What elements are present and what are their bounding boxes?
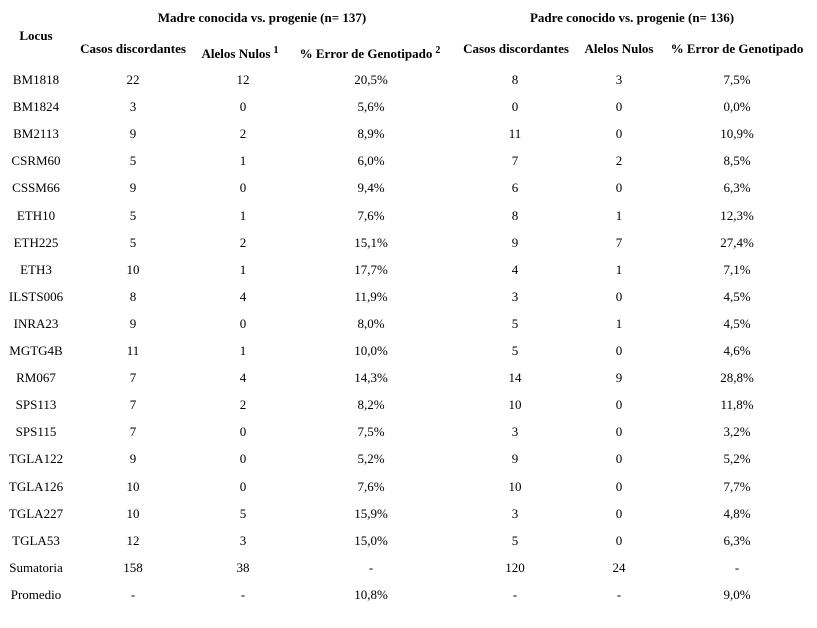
cell-father-error: 7,7%	[723, 478, 751, 494]
cell-father-casos: 9	[511, 234, 519, 250]
cell-mother-casos: 12	[126, 532, 140, 548]
cell-father-casos: 4	[511, 261, 519, 277]
cell-father-nulos: 1	[615, 315, 623, 331]
header-locus: Locus	[19, 28, 53, 43]
cell-father-casos: 9	[511, 451, 519, 467]
cell-father-nulos: 0	[615, 397, 623, 413]
cell-father-nulos: 7	[615, 234, 623, 250]
cell-mother-nulos: 2	[239, 126, 247, 142]
cell-locus: ILSTS006	[8, 288, 64, 304]
cell-mother-error: 9,4%	[357, 180, 385, 196]
cell-mother-error: 11,9%	[354, 288, 388, 304]
cell-mother-casos: 11	[126, 343, 140, 358]
cell-father-error: 6,3%	[723, 180, 751, 196]
cell-mother-casos: 3	[129, 99, 137, 115]
cell-father-nulos: 24	[612, 559, 626, 575]
cell-mother-error: 8,2%	[357, 397, 385, 413]
cell-mother-nulos: -	[240, 586, 246, 602]
cell-mother-casos: 7	[129, 397, 137, 413]
cell-locus: SPS113	[15, 397, 57, 413]
cell-mother-error: 10,8%	[354, 586, 388, 602]
cell-mother-error: -	[368, 559, 374, 575]
cell-locus: INRA23	[13, 315, 59, 331]
cell-father-casos: 6	[511, 180, 519, 196]
cell-father-nulos: 0	[615, 99, 623, 115]
cell-father-error: 10,9%	[720, 126, 754, 142]
cell-mother-nulos: 4	[239, 288, 247, 304]
cell-father-nulos: 9	[615, 370, 623, 386]
cell-mother-nulos: 2	[239, 234, 247, 250]
cell-mother-error: 15,1%	[354, 234, 388, 250]
cell-father-nulos: -	[616, 586, 622, 602]
header-mother-error: % Error de Genotipado $^2$	[299, 45, 441, 61]
cell-father-error: 27,4%	[720, 234, 754, 250]
cell-mother-error: 10,0%	[354, 343, 388, 358]
cell-mother-casos: 158	[123, 559, 143, 575]
header-mother-casos: Casos discordantes	[80, 41, 186, 56]
cell-father-error: 4,5%	[723, 288, 751, 304]
cell-father-error: 11,8%	[720, 397, 754, 413]
cell-mother-error: 7,6%	[357, 207, 385, 223]
cell-father-nulos: 1	[615, 207, 623, 223]
cell-locus: ETH3	[20, 261, 52, 277]
cell-locus: TGLA122	[8, 451, 64, 467]
cell-locus: BM1824	[12, 99, 60, 115]
cell-mother-nulos: 12	[236, 72, 250, 87]
cell-mother-nulos: 0	[239, 315, 247, 331]
cell-father-error: 6,3%	[723, 532, 751, 548]
header-father-casos: Casos discordantes	[463, 41, 569, 56]
cell-mother-nulos: 0	[239, 424, 247, 440]
cell-mother-casos: 9	[129, 315, 137, 331]
cell-locus: CSRM60	[11, 153, 61, 169]
cell-mother-error: 20,5%	[354, 72, 388, 87]
cell-mother-error: 8,0%	[357, 315, 385, 331]
cell-father-casos: 3	[511, 424, 519, 440]
cell-mother-error: 8,9%	[357, 126, 385, 142]
cell-mother-casos: 7	[129, 424, 137, 440]
cell-mother-error: 14,3%	[354, 370, 388, 386]
header-father-error: % Error de Genotipado	[670, 41, 804, 56]
header-group-father: Padre conocido vs. progenie (n= 136)	[529, 10, 735, 25]
cell-father-error: 12,3%	[720, 207, 754, 223]
cell-locus: Promedio	[10, 586, 62, 602]
cell-father-nulos: 0	[615, 532, 623, 548]
cell-mother-casos: -	[130, 586, 136, 602]
cell-mother-error: 15,9%	[354, 505, 388, 521]
cell-father-error: 9,0%	[723, 586, 751, 602]
cell-locus: ETH10	[16, 207, 56, 223]
cell-mother-nulos: 3	[239, 532, 247, 548]
cell-father-casos: 11	[508, 126, 522, 142]
cell-mother-nulos: 0	[239, 451, 247, 467]
cell-father-casos: 0	[511, 99, 519, 115]
header-group-mother: Madre conocida vs. progenie (n= 137)	[157, 10, 367, 25]
cell-father-error: 5,2%	[723, 451, 751, 467]
header-mother-nulos: Alelos Nulos $^1$	[201, 45, 279, 61]
cell-father-nulos: 0	[615, 343, 623, 358]
cell-mother-nulos: 1	[239, 207, 247, 223]
cell-father-nulos: 0	[615, 451, 623, 467]
cell-father-error: 28,8%	[720, 370, 754, 386]
header-father-nulos: Alelos Nulos	[584, 41, 654, 56]
cell-mother-error: 15,0%	[354, 532, 388, 548]
cell-mother-nulos: 0	[239, 99, 247, 115]
cell-father-casos: 120	[505, 559, 525, 575]
cell-father-casos: 3	[511, 288, 519, 304]
cell-mother-nulos: 1	[239, 153, 247, 169]
cell-father-casos: 5	[511, 532, 519, 548]
cell-mother-casos: 5	[129, 234, 137, 250]
cell-father-nulos: 1	[615, 261, 623, 277]
cell-mother-nulos: 5	[239, 505, 247, 521]
cell-locus: CSSM66	[12, 180, 60, 196]
cell-father-casos: 3	[511, 505, 519, 521]
cell-father-error: 4,8%	[723, 505, 751, 521]
cell-locus: BM1818	[12, 72, 60, 87]
cell-father-casos: 8	[511, 72, 519, 87]
cell-mother-error: 17,7%	[354, 261, 388, 277]
cell-mother-casos: 7	[129, 370, 137, 386]
cell-mother-nulos: 2	[239, 397, 247, 413]
cell-father-casos: 10	[508, 478, 522, 494]
cell-mother-casos: 5	[129, 207, 137, 223]
cell-locus: TGLA126	[8, 478, 64, 494]
cell-father-casos: 7	[511, 153, 519, 169]
cell-mother-casos: 9	[129, 126, 137, 142]
cell-mother-casos: 10	[126, 478, 140, 494]
cell-locus: Sumatoria	[9, 559, 63, 575]
cell-father-error: 7,5%	[723, 72, 751, 87]
cell-father-error: 7,1%	[723, 261, 751, 277]
cell-locus: MGTG4B	[9, 343, 63, 358]
cell-locus: ETH225	[13, 234, 59, 250]
cell-father-error: 4,6%	[723, 343, 751, 358]
cell-mother-nulos: 1	[239, 343, 247, 358]
cell-mother-casos: 22	[126, 72, 140, 87]
cell-father-nulos: 0	[615, 180, 623, 196]
cell-father-casos: 14	[508, 370, 522, 386]
cell-father-nulos: 0	[615, 424, 623, 440]
cell-mother-error: 7,5%	[357, 424, 385, 440]
cell-father-error: 8,5%	[723, 153, 751, 169]
cell-locus: TGLA227	[8, 505, 64, 521]
cell-mother-error: 6,0%	[357, 153, 385, 169]
cell-father-error: 0,0%	[723, 99, 751, 115]
cell-mother-error: 7,6%	[357, 478, 385, 494]
cell-mother-nulos: 38	[236, 559, 250, 575]
cell-father-nulos: 0	[615, 505, 623, 521]
cell-mother-error: 5,2%	[357, 451, 385, 467]
cell-mother-casos: 5	[129, 153, 137, 169]
cell-locus: RM067	[16, 370, 56, 386]
footnote-1: 1	[273, 45, 279, 56]
cell-father-nulos: 0	[615, 126, 623, 142]
cell-father-casos: 5	[511, 343, 519, 358]
footnote-2: 2	[435, 45, 441, 56]
cell-father-nulos: 0	[615, 288, 623, 304]
cell-father-error: 3,2%	[723, 424, 751, 440]
cell-locus: TGLA53	[12, 532, 60, 548]
cell-father-nulos: 0	[615, 478, 623, 494]
cell-father-error: 4,5%	[723, 315, 751, 331]
cell-father-casos: -	[512, 586, 518, 602]
cell-mother-error: 5,6%	[357, 99, 385, 115]
cell-father-casos: 8	[511, 207, 519, 223]
cell-mother-casos: 9	[129, 451, 137, 467]
cell-mother-nulos: 1	[239, 261, 247, 277]
cell-father-casos: 10	[508, 397, 522, 413]
cell-father-error: -	[734, 559, 740, 575]
cell-mother-nulos: 4	[239, 370, 247, 386]
cell-mother-nulos: 0	[239, 478, 247, 494]
cell-locus: SPS115	[15, 424, 57, 440]
cell-father-nulos: 3	[615, 72, 623, 87]
cell-father-nulos: 2	[615, 153, 623, 169]
cell-mother-casos: 10	[126, 505, 140, 521]
cell-mother-nulos: 0	[239, 180, 247, 196]
cell-mother-casos: 10	[126, 261, 140, 277]
cell-locus: BM2113	[13, 126, 59, 142]
cell-mother-casos: 9	[129, 180, 137, 196]
cell-father-casos: 5	[511, 315, 519, 331]
cell-mother-casos: 8	[129, 288, 137, 304]
